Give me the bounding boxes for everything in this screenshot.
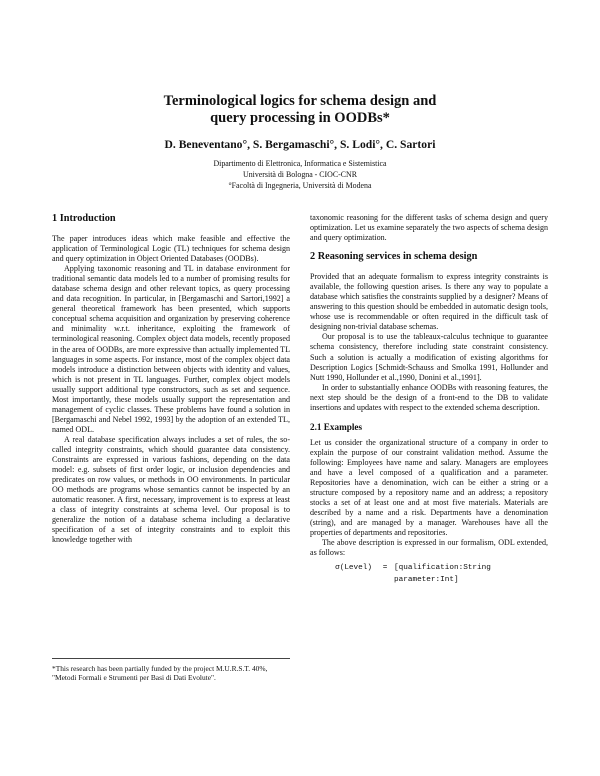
paragraph: Our proposal is to use the tableaux-calculus technique to guarantee schema consistency, therefore including state constraint consistency. Such a solution is actually a modification of existing algorithms for Description Logics [Schmidt-Schauss and Smolka 1991, Hollunder and Nutt 1990, Hollunder et al.,1990, Donini et al.,1991]. — [310, 332, 548, 382]
paragraph: In order to substantially enhance OODBs with reasoning features, the next step should be the design of a front-end to the DB to validate insertions and updates with respect to the extended schema description. — [310, 382, 548, 412]
formula-lhs: σ(Level) — [335, 564, 372, 573]
section-heading-introduction: 1 Introduction — [52, 213, 116, 224]
section-heading-reasoning-services: 2 Reasoning services in schema design — [310, 251, 478, 263]
title-line-1: Terminological logics for schema design and — [163, 93, 437, 109]
affiliations — [0, 158, 600, 191]
paragraph: The above description is expressed in our formalism, ODL extended, as follows: — [310, 538, 548, 558]
paragraph: Let us consider the organizational structure of a company in order to explain the purpose of our constraint validation method. Assume the following: Employees have name and salary. Managers are employees and have a level composed of a qualification and a parameter. Repositories have a denomination, wich can be either a string or a structure composed by a repository name and an address; a repository stocks a set of at least one and at most five materials. Materials are described by a name and a risk. Departments have a denomination (string), and are managed by a manager. Warehouses have all the properties of departments and repositories. — [310, 437, 548, 538]
paragraph: Applying taxonomic reasoning and TL in database environment for traditional semantic data models led to a number of promising results for database schema design and other relevant topics, as query processing and data recognition. In particular, in [Bergamaschi and Sartori,1992] a general theoretical framework has been presented, which supports conceptual schema acquisition and organization by preserving coherence and minimality w.r.t. inheritance, exploiting the framework of terminological reasoning. Complex object data models, recently proposed in the area of OODBs, are more expressive than actually implemented TL languages in some aspects. For instance, most of the complex object data models introduce a distinction between objects with identity and values, which is not present in TL languages. Further, complex object models usually support additional type constructors, such as set and sequence. Most importantly, these models usually support the representation and management of cyclic classes. These problems have found a solution in [Bergamaschi and Nebel 1992, 1993] by the adoption of an extended TL, named ODL. — [52, 264, 290, 434]
paragraph: Provided that an adequate formalism to express integrity constraints is available, the following question arises. Is there any way to populate a database which satisfies the constraints supplied by a designer? Means of answering to this question should be embedded in automatic design tools, whose use is recommendable or often required in the difficult task of designing non-trivial database schemas. — [310, 272, 548, 332]
author-list: D. Beneventano°, S. Bergamaschi°, S. Lodi°, C. Sartori — [164, 138, 436, 151]
footnote: *This research has been partially funded by the project M.U.R.S.T. 40%, "Metodi Formali e Strumenti per Basi di Dati Evolute". — [52, 658, 290, 683]
paragraph: The paper introduces ideas which make feasible and effective the application of Terminological Logic (TL) techniques for schema design and query optimization in Object Oriented Databases (OODBs). — [52, 234, 290, 264]
affiliation-line: °Facoltà di Ingegneria, Università di Modena — [228, 181, 372, 190]
subsection-heading-examples: 2.1 Examples — [310, 421, 363, 432]
formula-rhs-line: parameter:Int] — [394, 576, 459, 585]
formula-rhs-line: [qualification:String — [394, 564, 491, 573]
title-line-2: query processing in OODBs* — [210, 110, 390, 126]
formula-equals: = — [382, 564, 388, 573]
paragraph: A real database specification always includes a set of rules, the so-called integrity constraints, which should guarantee data consistency. Constraints are expressed in various fashions, depending on the data model: e.g. subsets of first order logic, or inclusion dependencies and predicates on row values, or methods in OO environments. In particular OO methods are programs whose semantics cannot be inspected by an automatic reasoner. A first, necessary, improvement is to express at least a class of integrity constraints at schema level. Our proposal is to generalize the notion of a database schema including a declarative specification of a set of integrity constraints and to exploit this knowledge together with — [52, 434, 290, 545]
schema-formula — [310, 562, 548, 586]
paper-title — [0, 93, 600, 127]
affiliation-line: Dipartimento di Elettronica, Informatica e Sistemistica — [213, 159, 387, 168]
affiliation-line: Università di Bologna - CIOC-CNR — [243, 170, 357, 179]
paragraph-continuation: taxonomic reasoning for the different tasks of schema design and query optimization. Let us examine separately the two aspects of schema design and query optimization. — [310, 213, 548, 243]
right-column — [310, 213, 548, 586]
left-column — [52, 213, 290, 545]
